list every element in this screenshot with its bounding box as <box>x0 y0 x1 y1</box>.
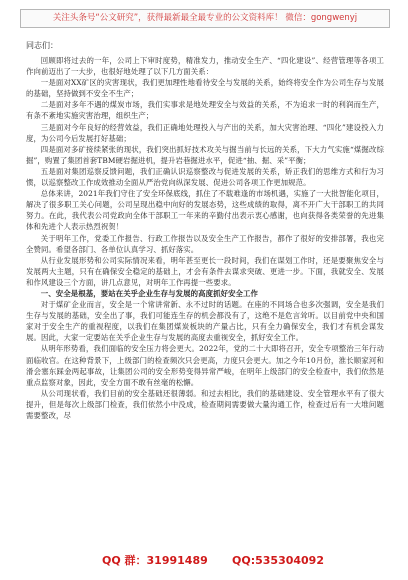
body-paragraph: 四是面对多矿接续紧张的现状，我们突出抓好技术攻关与掘当前与长远的关系，下大力气实施“煤掘改综掘”，购置了集团首套TBM硬岩掘进机，提升岩巷掘进水平，促进“抽、掘、采”平衡； <box>26 144 384 165</box>
body-paragraph: 从公司现状看，我们目前的安全基础还很薄弱。和过去相比，我们的基础建设、安全管理水平有了很大提升，但是每次上级部门检查，我们依然小中没成，检查期间需要做大量沟通工作，检查过后有一大堆问题需要整改，尽 <box>26 388 384 420</box>
body-paragraph: 对于煤矿企业而言，安全是一个常讲常新、永不过时的话题。在座的不同场合也多次强调，安全是我们生存与发展的基础，安全出了事，我们可能连生存的机会都没有了，这绝不是危言耸听。以目前党中央和国家对于安全生产的重视程度，以我们在集团煤炭板块的产量占比，只有全力确保安全，我们才有机会谋发展。因此，大家一定要站在关乎企业生存与发展的高度去重视安全，抓好安全工作。 <box>26 300 384 343</box>
body-paragraph: 总体来讲，2021年我们守住了安全环保底线，抓住了不载难逢的市场机遇，实施了一大批智能化项目，解决了很多职工关心问题，公司呈现出稳中向好的发展态势，这些成绩的取得，离不开广大干部职工的共同努力。在此，我代表公司党政向全体干部职工一年来的辛勤付出表示衷心感谢，也向获得各类荣誉的先进集体和先进个人表示热烈祝贺！ <box>26 189 384 232</box>
qq-contact-number: QQ:535304092 <box>232 554 324 567</box>
body-paragraph: 从行业发展形势和公司实际情况来看，明年甚至更长一段时间，我们在谋划工作时，还是要聚焦安全与发展两大主题，只有在确保安全稳定的基础上，才会有条件去谋求突破、更进一步。下面，我就安全、发展和作风建设三个方面，讲几点意见，对明年工作再提一些要求。 <box>26 255 384 287</box>
body-paragraph: 关于明年工作，党委工作报告、行政工作报告以及安全生产工作报告，都作了很好的安排部署，我也完全赞同。希望各部门、各单位认真学习、抓好落实。 <box>26 233 384 254</box>
body-paragraph: 一是面对XX矿区的灾害现状，我们更加理性地看待安全与发展的关系，始终将安全作为公司生存与发展的基础，坚持做到不安全不生产； <box>26 78 384 99</box>
paragraph-list <box>26 55 384 421</box>
body-paragraph: 三是面对今年良好的经营效益，我们正确地处理投入与产出的关系，加大灾害治理、“四化”建设投入力度，为公司今后发展打好基础； <box>26 122 384 143</box>
body-paragraph: 回顾即将过去的一年，公司上下审时度势，精准发力，推动安全生产、“四化建设”、经营管理等各项工作向前迈出了一大步，也很好地处理了以下几方面关系： <box>26 56 384 77</box>
section-heading: 一、安全是根基，要站在关乎企业生存与发展的高度抓好安全工作 <box>40 288 259 298</box>
body-paragraph: 五是面对集团巡察反馈问题，我们正确认识巡察整改与促进发展的关系，矫正我们的思维方式和行为习惯，以巡察整改工作成效推动全面从严治党向纵深发展、促进公司各项工作更加规范。 <box>26 166 384 188</box>
banner-text: 关注头条号“公文研究”，获得最新最全最专业的公文资料库！ 微信：gongwenyj <box>52 13 358 23</box>
header-banner <box>20 9 390 28</box>
document-body <box>26 40 384 421</box>
footer <box>0 554 408 568</box>
qq-group-number: QQ 群：31991489 <box>102 554 208 567</box>
greeting: 同志们： <box>26 41 58 50</box>
body-paragraph: 从明年形势看，我们面临的安全压力将会更大。2022年，党的二十大即将召开，安全专项整治三年行动面临收官。在这种背景下，上级部门的检查频次只会更高，力度只会更大。加之今年10月份，淮长顺家河和滑会塞东踩金两起事故，让集团公司的安全形势变得异常严峻，在明年上级部门的安全检查中，我们依然是重点监察对象，因此，安全方面不敢有丝毫的松懈。 <box>26 344 384 387</box>
body-paragraph: 二是面对多年不遇的煤炭市场，我们实事求是地处理安全与效益的关系，不为追求一时的利润而生产，有条不紊地实施灾害治理，组织生产； <box>26 100 384 121</box>
